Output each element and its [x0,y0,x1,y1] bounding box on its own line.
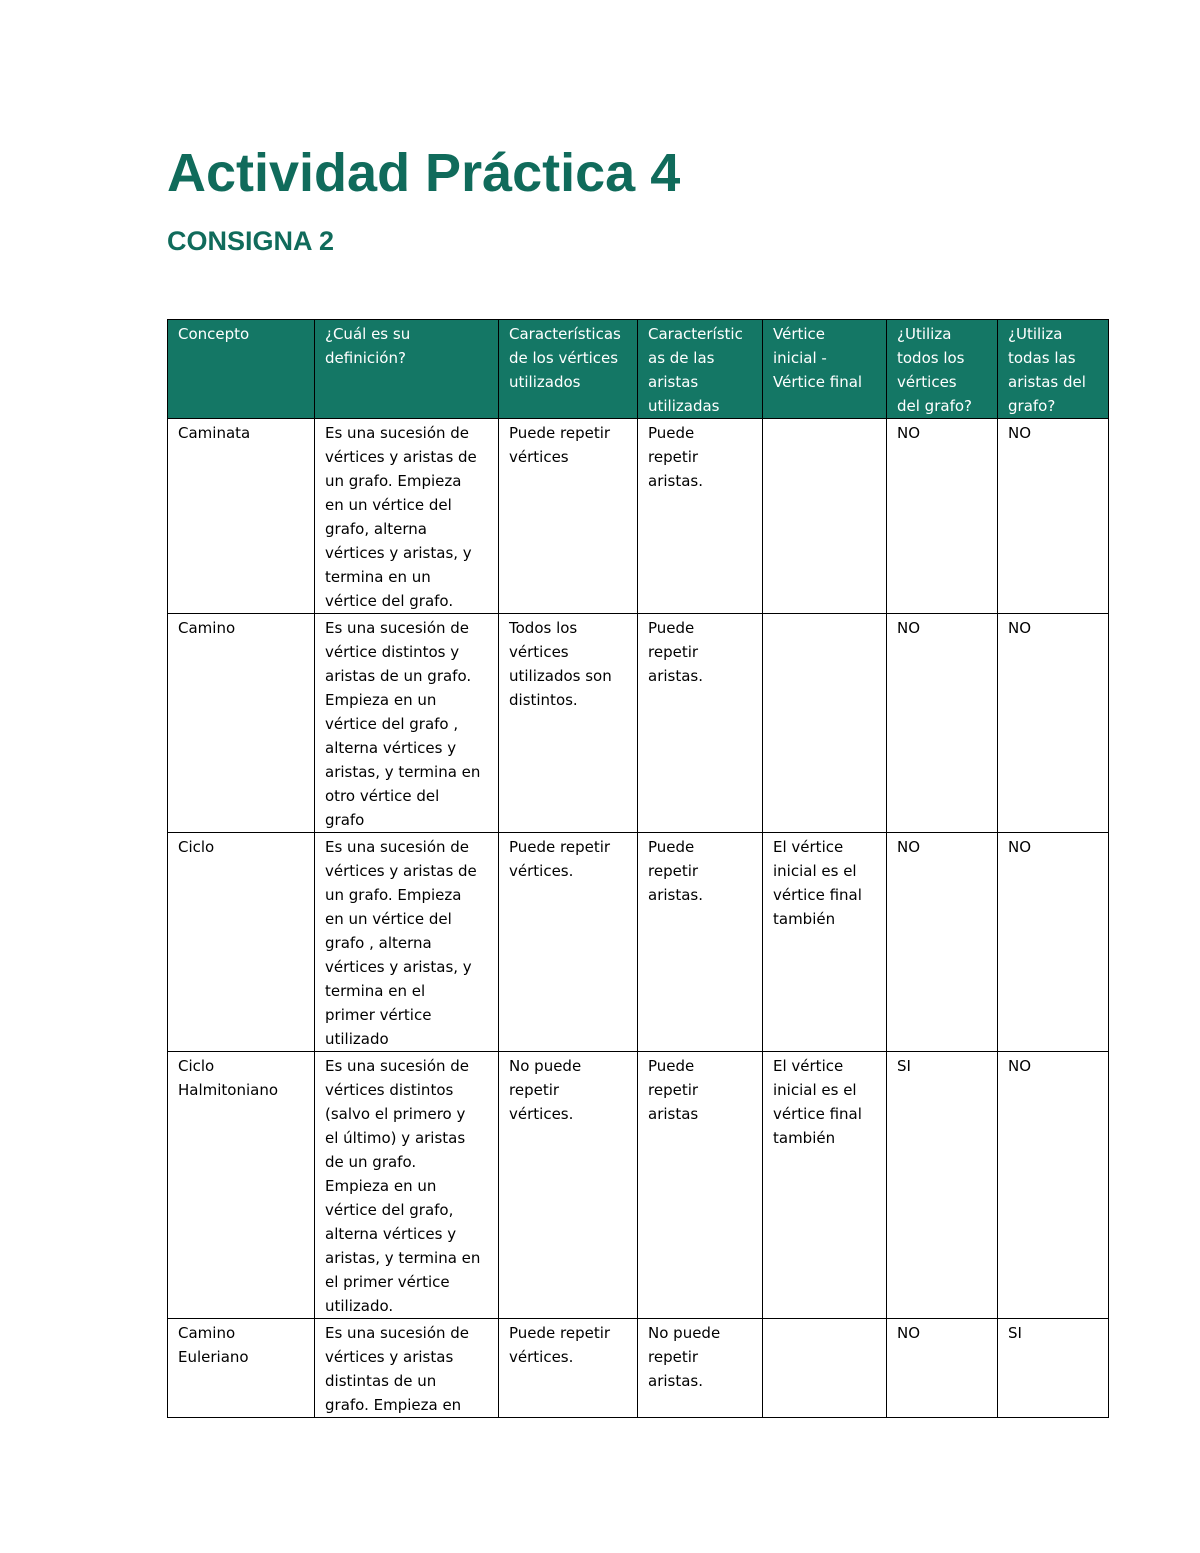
header-definicion: ¿Cuál es su definición? [315,320,499,419]
header-caracteristicas-vertices: Características de los vértices utilizados [499,320,638,419]
cell-vertices: No puede repetir vértices. [499,1052,638,1319]
cell-concepto: Camino Euleriano [168,1319,315,1418]
cell-concepto: Ciclo Halmitoniano [168,1052,315,1319]
cell-inicial-final [763,1319,887,1418]
cell-aristas: Puede repetir aristas [638,1052,763,1319]
header-concepto: Concepto [168,320,315,419]
table-row [168,614,1109,833]
table-row [168,1052,1109,1319]
table-row [168,1319,1109,1418]
header-caracteristicas-aristas: Característic as de las aristas utilizadas [638,320,763,419]
cell-definicion: Es una sucesión de vértices y aristas de un grafo. Empieza en un vértice del grafo , alterna vértices y aristas, y termina en el primer vértice utilizado [315,833,499,1052]
page-title: Actividad Práctica 4 [167,143,681,203]
cell-concepto: Ciclo [168,833,315,1052]
cell-todas-aristas: NO [998,419,1109,614]
cell-todas-aristas: NO [998,614,1109,833]
cell-vertices: Puede repetir vértices. [499,833,638,1052]
cell-todos-vertices: NO [887,1319,998,1418]
cell-definicion: Es una sucesión de vértices y aristas de un grafo. Empieza en un vértice del grafo, alterna vértices y aristas, y termina en un vértice del grafo. [315,419,499,614]
cell-definicion: Es una sucesión de vértices distintos (salvo el primero y el último) y aristas de un grafo. Empieza en un vértice del grafo, alterna vértices y aristas, y termina en el primer vértice utilizado. [315,1052,499,1319]
cell-concepto: Caminata [168,419,315,614]
cell-inicial-final [763,419,887,614]
cell-concepto: Camino [168,614,315,833]
cell-inicial-final: El vértice inicial es el vértice final también [763,1052,887,1319]
table-row [168,419,1109,614]
table-header-row [168,320,1109,419]
cell-definicion: Es una sucesión de vértice distintos y aristas de un grafo. Empieza en un vértice del grafo , alterna vértices y aristas, y termina en otro vértice del grafo [315,614,499,833]
cell-inicial-final [763,614,887,833]
cell-vertices: Todos los vértices utilizados son distintos. [499,614,638,833]
cell-definicion: Es una sucesión de vértices y aristas distintas de un grafo. Empieza en [315,1319,499,1418]
concepts-table [167,319,1109,1418]
header-vertice-inicial-final: Vértice inicial - Vértice final [763,320,887,419]
cell-todas-aristas: NO [998,1052,1109,1319]
cell-todas-aristas: NO [998,833,1109,1052]
cell-aristas: Puede repetir aristas. [638,614,763,833]
cell-vertices: Puede repetir vértices [499,419,638,614]
cell-vertices: Puede repetir vértices. [499,1319,638,1418]
header-todos-vertices: ¿Utiliza todos los vértices del grafo? [887,320,998,419]
cell-todos-vertices: SI [887,1052,998,1319]
cell-todas-aristas: SI [998,1319,1109,1418]
cell-inicial-final: El vértice inicial es el vértice final también [763,833,887,1052]
section-subtitle: CONSIGNA 2 [167,226,335,256]
cell-todos-vertices: NO [887,833,998,1052]
cell-aristas: No puede repetir aristas. [638,1319,763,1418]
cell-todos-vertices: NO [887,614,998,833]
cell-todos-vertices: NO [887,419,998,614]
header-todas-aristas: ¿Utiliza todas las aristas del grafo? [998,320,1109,419]
cell-aristas: Puede repetir aristas. [638,833,763,1052]
cell-aristas: Puede repetir aristas. [638,419,763,614]
table-row [168,833,1109,1052]
